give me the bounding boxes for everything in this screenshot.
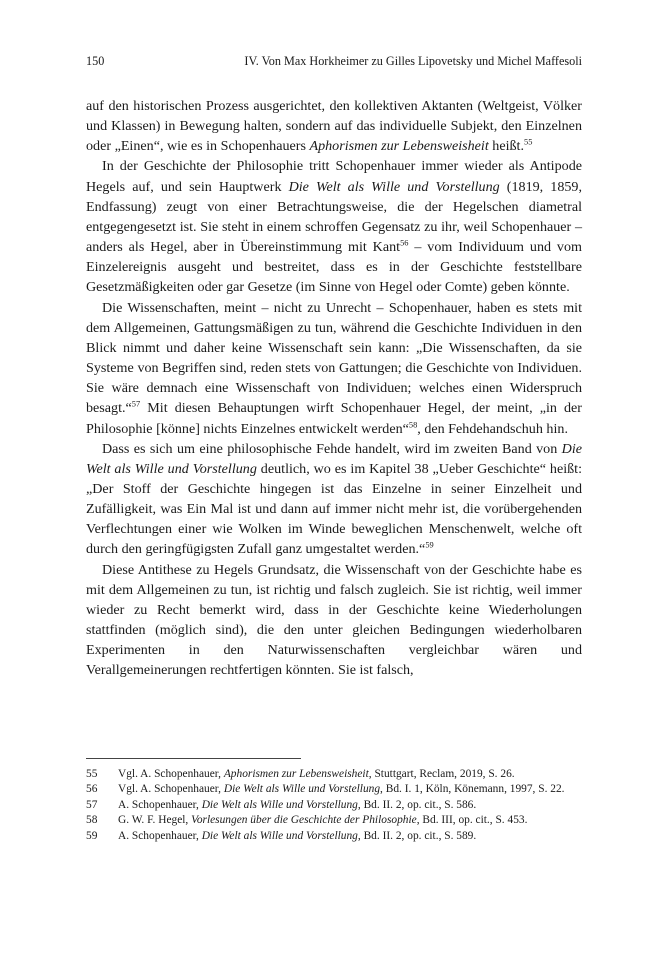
text-run: Die Wissenschaften, meint – nicht zu Unrecht – Schopenhauer, haben es stets mit dem Allgemeinen, Gattungsmäßigen zu tun, während die Geschichte Individuen in den Blick nimmt und daher keine Wissenschaft sein kann: „Die Wissenschaften, da sie Systeme von Begriffen sind, reden stets von Gattungen; die Geschichte von Individuen. Sie wäre demnach eine Wissenschaft von Individuen; welches einen Widerspruch besagt.“	[86, 299, 582, 417]
footnote-text	[118, 798, 582, 813]
text-run: Vgl. A. Schopenhauer,	[118, 768, 224, 780]
footnote-ref: 58	[408, 419, 418, 429]
work-title: Die Welt als Wille und Vorstellung	[86, 440, 582, 477]
footnote-text	[118, 782, 582, 797]
footnote	[86, 798, 582, 813]
paragraph-4	[86, 439, 582, 560]
text-run: (1819, 1859, Endfassung) zeugt von einer Betrachtungsweise, die der Hegelschen diametral entgegengesetzt ist. Sie steht in einem schroffen Gegensatz zu ihr, weil Schopenhauer – anders als Hegel, aber in Übereinstimmung mit Kant	[86, 178, 582, 256]
work-title: Die Welt als Wille und Vorstellung	[201, 798, 358, 811]
work-title: Die Welt als Wille und Vorstellung	[201, 829, 358, 842]
footnote-number: 56	[86, 783, 98, 796]
page-header	[86, 53, 582, 69]
footnote	[86, 813, 582, 828]
text-run: , Stuttgart, Reclam, 2019, S. 26.	[368, 768, 515, 780]
paragraph-3	[86, 298, 582, 439]
footnote-text	[118, 767, 582, 782]
running-title: IV. Von Max Horkheimer zu Gilles Lipovetsky und Michel Maffesoli	[244, 54, 582, 68]
main-text	[86, 96, 582, 681]
text-run: deutlich, wo es im Kapitel 38 „Ueber Geschichte“ heißt: „Der Stoff der Geschichte hingegen ist das Einzelne in seiner Einzelheit und Zufälligkeit, was Ein Mal ist und dann auf immer nicht mehr ist, die vorübergehenden Verflechtungen einer wie Wolken im Winde beweglichen Menschenwelt, welche oft durch den geringfügigsten Zufall ganz umgestaltet werden.“	[86, 460, 583, 558]
text-run: , Bd. II. 2, op. cit., S. 589.	[357, 829, 477, 842]
footnotes	[86, 767, 582, 844]
text-run: , Bd. II. 2, op. cit., S. 586.	[357, 798, 477, 811]
text-run: In der Geschichte der Philosophie tritt Schopenhauer immer wieder als Antipode Hegels auf, und sein Hauptwerk	[86, 158, 582, 195]
work-title: Die Welt als Wille und Vorstellung	[288, 178, 500, 195]
footnote-number: 59	[86, 829, 98, 842]
footnote-number: 57	[86, 798, 98, 811]
text-run: G. W. F. Hegel,	[118, 814, 192, 827]
text-run: Vgl. A. Schopenhauer,	[118, 783, 224, 796]
text-run: Mit diesen Behauptungen wirft Schopenhauer Hegel, der meint, „in der Philosophie [könne] nichts Einzelnes entwickelt werden“	[86, 400, 582, 437]
paragraph-5	[86, 560, 582, 681]
paragraph-2	[86, 156, 582, 297]
text-run: – vom Individuum und vom Einzelereignis ausgeht und bestreitet, dass es in der Geschichte feststellbare Gesetzmäßigkeiten oder gar Gesetze (im Sinne von Hegel oder Comte) geben könnte.	[86, 239, 582, 296]
text-run: Diese Antithese zu Hegels Grundsatz, die Wissenschaft von der Geschichte habe es mit dem Allgemeinen zu tun, ist richtig und falsch zugleich. Sie ist richtig, weil immer wieder zu Recht bemerkt wird, dass in der Geschichte keine Wiederholungen stattfinden (möglich sind), die den unter gleichen Bedingungen wiederholbaren Experimenten in den Naturwissenschaften vergleichbar wären und Verallgemeinerungen rechtfertigen könnten. Sie ist falsch,	[86, 561, 582, 679]
text-run: A. Schopenhauer,	[118, 829, 202, 842]
work-title: Die Welt als Wille und Vorstellung	[223, 783, 381, 796]
footnote-ref: 55	[524, 137, 533, 147]
footnote-text	[118, 829, 582, 844]
footnote-text	[118, 813, 582, 828]
text-run: , Bd. III, op. cit., S. 453.	[416, 814, 528, 827]
footnote-ref: 57	[131, 399, 141, 409]
text-run: , Bd. I. 1, Köln, Könemann, 1997, S. 22.	[380, 783, 565, 796]
footnote	[86, 782, 582, 797]
text-run: A. Schopenhauer,	[118, 798, 202, 811]
text-run: heißt.	[488, 138, 524, 155]
footnote-number: 55	[86, 768, 98, 780]
text-run: , den Fehdehandschuh hin.	[417, 420, 568, 437]
work-title: Aphorismen zur Lebensweisheit	[309, 138, 489, 155]
footnote	[86, 829, 582, 844]
footnote-rule	[86, 758, 301, 759]
footnote	[86, 767, 582, 782]
footnote-number: 58	[86, 814, 98, 827]
paragraph-1	[86, 96, 582, 156]
work-title: Vorlesungen über die Geschichte der Philosophie	[191, 814, 417, 827]
work-title: Aphorismen zur Lebensweisheit	[223, 768, 369, 780]
text-run: Dass es sich um eine philosophische Fehde handelt, wird im zweiten Band von	[102, 440, 562, 457]
footnote-ref: 56	[400, 238, 409, 248]
footnote-ref: 59	[425, 540, 434, 550]
page-number: 150	[86, 54, 105, 68]
text-run: auf den historischen Prozess ausgerichtet, den kollektiven Aktanten (Weltgeist, Völker und Klassen) in Bewegung halten, sondern auf das individuelle Subjekt, den Einzelnen oder „Einen“, wie es in Schopenhauers	[86, 98, 582, 155]
